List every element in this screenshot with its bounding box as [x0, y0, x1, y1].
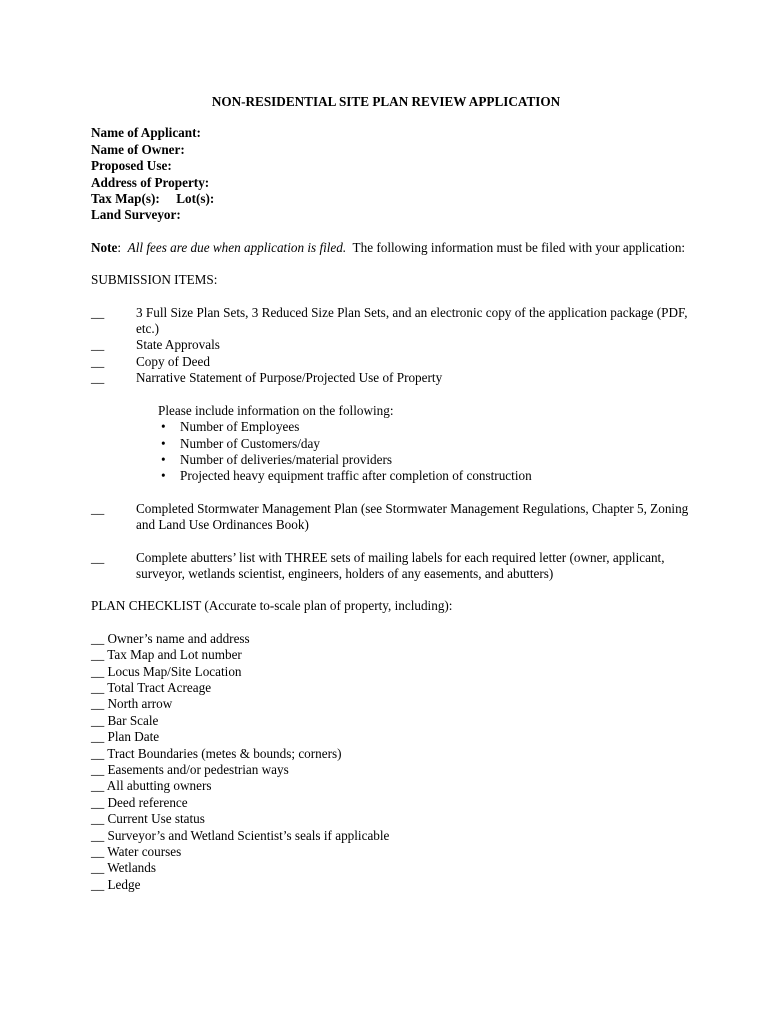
checklist-item[interactable]: __ Locus Map/Site Location [91, 663, 242, 679]
submission-heading: SUBMISSION ITEMS: [91, 272, 218, 288]
include-info-block [158, 403, 691, 485]
submission-item-stormwater [91, 501, 691, 534]
checkbox-blank[interactable]: __ [91, 337, 105, 353]
checklist-item[interactable]: __ Bar Scale [91, 712, 159, 728]
plan-checklist [91, 631, 691, 894]
field-name-of-applicant: Name of Applicant: [91, 125, 201, 141]
field-tax-map-lot: Tax Map(s): Lot(s): [91, 191, 215, 207]
note-colon: : [117, 239, 128, 255]
note-rest: The following information must be filed with your application: [346, 239, 686, 255]
checklist-item[interactable]: __ Deed reference [91, 794, 188, 810]
checkbox-blank[interactable]: __ [91, 304, 105, 320]
list-item [158, 436, 691, 452]
bullet-text: Number of Customers/day [180, 435, 320, 451]
field-address-of-property: Address of Property: [91, 174, 210, 190]
checklist-item[interactable]: __ All abutting owners [91, 778, 212, 794]
checkbox-blank[interactable]: __ [91, 549, 105, 565]
bullet-icon: • [161, 435, 166, 451]
checklist-item[interactable]: __ Plan Date [91, 729, 160, 745]
list-item [158, 419, 691, 435]
submission-item [91, 370, 691, 386]
applicant-fields [91, 125, 691, 223]
submission-item [91, 305, 691, 338]
fee-note [91, 240, 691, 256]
note-label: Note [91, 239, 118, 255]
checklist-item[interactable]: __ Current Use status [91, 811, 205, 827]
note-italic: All fees are due when application is filed. [127, 239, 347, 255]
bullet-text: Number of deliveries/material providers [180, 451, 393, 467]
checklist-item[interactable]: __ Surveyor’s and Wetland Scientist’s seals if applicable [91, 827, 390, 843]
checklist-item[interactable]: __ Total Tract Acreage [91, 679, 212, 695]
checkbox-blank[interactable]: __ [91, 353, 105, 369]
checklist-item[interactable]: __ Tract Boundaries (metes & bounds; corners) [91, 745, 342, 761]
submission-item-label: 3 Full Size Plan Sets, 3 Reduced Size Plan Sets, and an electronic copy of the application package (PDF, etc.) [136, 304, 688, 337]
checklist-item[interactable]: __ North arrow [91, 696, 173, 712]
page-title: NON-RESIDENTIAL SITE PLAN REVIEW APPLICATION [211, 94, 561, 109]
checklist-item[interactable]: __ Owner’s name and address [91, 630, 250, 646]
include-info-intro: Please include information on the following: [158, 402, 394, 418]
submission-item-label: Complete abutters’ list with THREE sets of mailing labels for each required letter (owner, applicant, surveyor, wetlands scientist, engineers, holders of any easements, and abutters) [136, 549, 665, 581]
field-name-of-owner: Name of Owner: [91, 141, 185, 157]
field-proposed-use: Proposed Use: [91, 158, 172, 174]
list-item [158, 468, 691, 484]
list-item [158, 452, 691, 468]
submission-item-label: Narrative Statement of Purpose/Projected Use of Property [136, 370, 443, 386]
include-info-list [158, 419, 691, 485]
checklist-item[interactable]: __ Easements and/or pedestrian ways [91, 762, 289, 777]
checklist-item[interactable]: __ Tax Map and Lot number [91, 647, 242, 663]
submission-item [91, 337, 691, 353]
bullet-text: Number of Employees [180, 419, 300, 435]
submission-item [91, 354, 691, 370]
bullet-icon: • [161, 419, 166, 435]
field-land-surveyor: Land Surveyor: [91, 207, 181, 223]
submission-item-label: Completed Stormwater Management Plan (see Stormwater Management Regulations, Chapter 5, Zoning and Land Use Ordinances Book) [136, 500, 689, 533]
submission-item-label: State Approvals [136, 337, 220, 353]
bullet-icon: • [161, 451, 166, 467]
bullet-icon: • [161, 468, 166, 484]
checklist-item[interactable]: __ Water courses [91, 844, 182, 860]
bullet-text: Projected heavy equipment traffic after completion of construction [180, 468, 532, 484]
checkbox-blank[interactable]: __ [91, 500, 105, 516]
checklist-heading: PLAN CHECKLIST (Accurate to-scale plan of property, including): [91, 598, 453, 614]
checklist-item[interactable]: __ Ledge [91, 876, 141, 892]
checkbox-blank[interactable]: __ [91, 370, 105, 386]
submission-item-abutters [91, 550, 691, 583]
submission-item-label: Copy of Deed [136, 353, 210, 369]
checklist-item[interactable]: __ Wetlands [91, 860, 156, 876]
document-page [91, 94, 691, 893]
